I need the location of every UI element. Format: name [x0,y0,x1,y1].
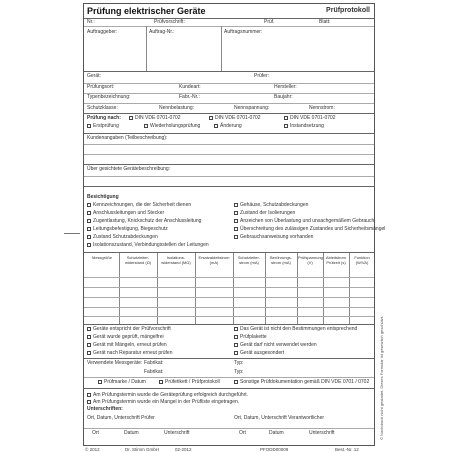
divider [84,428,374,429]
checkbox[interactable] [234,203,238,207]
visual-check-left-3[interactable] [87,218,201,224]
customer-notes-label[interactable]: Kundenangaben (Teilbeschreibung): [87,135,168,141]
divider [84,186,374,187]
option-pruefetikett[interactable] [159,379,220,385]
check-label: Zugentlastung, Knickschutz der Anschlussleitung [93,218,202,224]
field-nennbelastung[interactable]: Nennbelastung: [159,105,195,111]
option-sonstige[interactable] [234,379,369,385]
instruments-label: Verwendete Messgeräte: [87,360,143,366]
divider [84,316,374,317]
divider [265,253,266,324]
check-label: Anschlussleitungen und Stecker [93,210,165,216]
divider [84,277,374,278]
footer-company: Dr. Stimm GmbH [125,447,160,452]
check-label: Kennzeichnungen, die der Sicherheit dienen [93,202,192,208]
checkbox[interactable] [209,116,213,120]
option-label: Prüfetikett / Prüfprotokoll [165,379,220,385]
checkbox[interactable] [144,124,148,128]
check-label: Prüfung nach: [87,115,121,121]
visual-check-left-2[interactable] [87,210,164,216]
divider [84,154,374,155]
confirm-label: Am Prüfungstermin wurde ein Mangel in der Prüfliste eingetragen. [93,399,240,405]
table-header: Funktion (W/VA) [354,255,370,265]
field-auftrag-nr[interactable]: Auftrag-Nr.: [149,29,175,35]
field-schutzklasse[interactable]: Schutzklasse: [87,105,118,111]
table-header: Schutzleiter-widerstand (Ω) [124,255,152,265]
checkbox[interactable] [87,227,91,231]
field-pruefer[interactable]: Prüfer: [254,73,270,79]
field-nennstrom[interactable]: Nennstrom: [309,105,335,111]
divider [84,71,374,72]
visual-check-right-3[interactable] [234,218,374,224]
divider [233,253,234,324]
footer-date: 02-2012 [175,447,192,452]
result-right-3[interactable] [234,342,317,348]
table-header: Ableitstrom Prüfzeit (s) [325,255,346,265]
divider [349,253,350,324]
sign-datum-1: Datum [124,430,139,436]
protocol-label: Prüfprotokoll [326,7,370,14]
norm-option-3[interactable] [284,115,336,121]
field-typ[interactable]: Typenbezeichnung: [87,94,131,100]
norm-label: DIN VDE 0701-0702 [215,115,261,121]
visual-check-left-5[interactable] [87,234,158,240]
result-label: Gerät ausgesondert [240,350,285,356]
field-kundeart[interactable]: Kundeart: [179,84,201,90]
norm-label: DIN VDE 0701-0702 [290,115,336,121]
table-header: Berührungs-strom (mA) [269,255,292,265]
field-baujahr[interactable]: Baujahr: [274,94,293,100]
field-pruef[interactable]: Prüf. [264,19,275,25]
side-note-text: © Nachdruck nicht gestattet. Dieses Formular ist gesetzlich geschützt. [379,315,384,440]
option-instandsetzung[interactable] [284,123,324,129]
checkbox[interactable] [234,235,238,239]
option-label: Sonstige Prüfdokumentation gemäß DIN VDE 0701 / 0702 [240,379,370,385]
checkbox[interactable] [87,343,91,347]
checkbox[interactable] [234,343,238,347]
divider [84,307,374,308]
visual-check-right-2[interactable] [234,210,295,216]
field-nr[interactable]: Nr.: [87,19,95,25]
confirm-line-1[interactable] [87,392,248,398]
option-label: Erstprüfung [93,123,119,129]
option-label: Instandsetzung [290,123,324,129]
result-right-1[interactable] [234,326,357,332]
option-label: Prüfmarke / Datum [104,379,146,385]
divider [146,26,147,71]
footer-order-nr: Best.-Nr. 12 [335,447,359,452]
divider [84,18,374,19]
confirm-label: Am Prüfungstermin wurde die Geräteprüfung erfolgreich durchgeführt. [93,392,249,398]
checkbox[interactable] [87,124,91,128]
sign-ort-2: Ort [239,430,246,436]
check-label: Anzeichen von Überlastung und unsachgemäßem Gebrauch [240,218,375,224]
result-left-4[interactable] [87,350,173,356]
field-hersteller[interactable]: Hersteller: [274,84,297,90]
result-left-2[interactable] [87,334,164,340]
result-left-1[interactable] [87,326,171,332]
checkbox[interactable] [87,351,91,355]
field-fabrikat-2[interactable]: Fabrikat: [144,369,164,375]
table-header: Ersatzableitstrom (mA) [198,255,230,265]
divider [84,287,374,288]
checkbox[interactable] [87,235,91,239]
visual-check-right-5[interactable] [234,234,313,240]
table-header: Prüfspannung (V) [298,255,323,265]
option-erstpruefung[interactable] [87,123,119,129]
divider [84,358,374,359]
check-label: Zustand Schutzabdeckungen [93,234,158,240]
divider [84,324,374,325]
visual-check-right-1[interactable] [234,202,308,208]
check-label: Gebrauchsanweisung vorhanden [240,234,314,240]
checkbox[interactable] [87,219,91,223]
checkbox[interactable] [214,124,218,128]
norm-label: DIN VDE 0701-0702 [135,115,181,121]
field-blatt[interactable]: Blatt: [319,19,331,25]
option-aenderung[interactable] [214,123,242,129]
divider [84,103,374,104]
norm-option-2[interactable] [209,115,261,121]
visual-check-left-1[interactable] [87,202,191,208]
divider [84,133,374,134]
measurement-table [84,253,374,324]
divider [84,176,374,177]
check-label: Gehäuse, Schutzabdeckungen [240,202,309,208]
divider [84,377,374,378]
checkbox[interactable] [234,335,238,339]
divider [84,113,374,114]
footer-code: PFODD00009 [260,447,289,452]
visual-check-left-4[interactable] [87,226,168,232]
divider [195,253,196,324]
field-typ-2[interactable]: Typ: [234,369,244,375]
field-nennspannung[interactable]: Nennspannung: [234,105,270,111]
side-copyright [379,315,387,440]
divider [157,253,158,324]
result-label: Gerät nach Reparatur erneut prüfen [93,350,173,356]
check-label: Isolationszustand, Verbindungsstellen der Leitungen [93,242,209,248]
checkbox[interactable] [87,335,91,339]
checkbox[interactable] [98,380,102,384]
visual-check-left-6[interactable] [87,242,209,248]
result-label: Gerät wurde geprüft, mängelfrei [93,334,164,340]
checkbox[interactable] [159,380,163,384]
visual-check-right-4[interactable] [234,226,385,232]
result-label: Gerät mit Mängeln, erneut prüfen [93,342,167,348]
table-header: Schutzleiter-strom (mA) [237,255,261,265]
divider [84,26,374,27]
field-pruefungsort[interactable]: Prüfungsort: [87,84,115,90]
field-auftragsnummer[interactable]: Auftragsnummer: [224,29,263,35]
divider [84,388,374,389]
signature-left-label: Ort, Datum, Unterschrift Prüfer [87,415,155,421]
table-header: Isolations-widerstand (MΩ) [161,255,191,265]
table-header: Messgröße [91,255,112,260]
checkbox[interactable] [87,327,91,331]
checkbox[interactable] [234,380,238,384]
result-left-3[interactable] [87,342,167,348]
divider [84,297,374,298]
option-label: Wiederholungsprüfung [150,123,201,129]
norm-option-1[interactable] [129,115,181,121]
divider [221,26,222,71]
checkbox[interactable] [87,203,91,207]
checkbox[interactable] [87,211,91,215]
checkbox[interactable] [284,116,288,120]
field-fabr-nr[interactable]: Fabr.-Nr.: [179,94,200,100]
field-pruefvorschrift[interactable]: Prüfvorschrift: [154,19,185,25]
signature-right-label: Ort, Datum, Unterschrift Verantwortlicher [234,415,325,421]
sign-unterschrift-1: Unterschrift [164,430,190,436]
confirm-line-2[interactable] [87,399,239,405]
field-geraet[interactable]: Gerät: [87,73,101,79]
divider [84,164,374,165]
margin-mark [64,233,80,234]
footer-copyright: © 2012 [85,447,100,452]
signature-heading: Unterschriften: [87,406,123,412]
result-label: Geräte entspricht der Prüfvorschrift [93,326,171,332]
checkbox[interactable] [87,400,91,404]
checkbox[interactable] [234,351,238,355]
checkbox[interactable] [234,327,238,331]
checkbox[interactable] [234,227,238,231]
divider [323,253,324,324]
form-title: Prüfung elektrischer Geräte [87,6,206,16]
visual-title: Besichtigung [87,194,119,200]
sign-unterschrift-2: Unterschrift [309,430,335,436]
result-label: Gerät darf nicht verwendet werden [240,342,317,348]
field-fabrikat-1[interactable]: Fabrikat: [144,360,164,366]
check-label: Zustand der Isolierungen [240,210,296,216]
sign-ort-1: Ort [92,430,99,436]
field-auftraggeber[interactable]: Auftraggeber: [87,29,118,35]
checkbox[interactable] [284,124,288,128]
result-right-2[interactable] [234,334,267,340]
check-label: Leitungsbefestigung, Biegeschutz [93,226,168,232]
checkbox[interactable] [234,211,238,215]
checkbox[interactable] [129,116,133,120]
result-label: Das Gerät ist nicht den Bestimmungen entsprechend [240,326,358,332]
option-wiederholung[interactable] [144,123,200,129]
checkbox[interactable] [87,393,91,397]
option-label: Änderung [220,123,242,129]
divider [119,253,120,324]
divider [84,83,374,84]
field-typ-1[interactable]: Typ: [234,360,244,366]
result-right-4[interactable] [234,350,284,356]
check-label: Überschreitung des zulässigen Zustandes und Sicherheitsmängel [240,226,386,232]
sign-datum-2: Datum [269,430,284,436]
option-pruefmarke[interactable] [98,379,146,385]
divider [84,144,374,145]
checkbox[interactable] [234,219,238,223]
checkbox[interactable] [87,243,91,247]
divider [297,253,298,324]
device-description-label[interactable]: Über gesichtete Gerätebeschreibung: [87,166,171,172]
result-label: Prüfplakette [240,334,267,340]
